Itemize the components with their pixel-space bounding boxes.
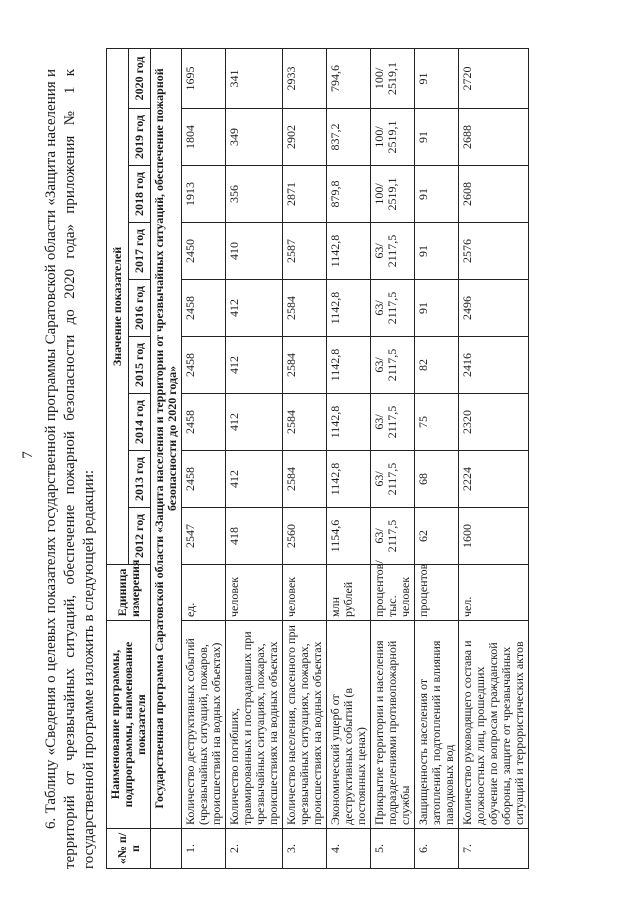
row-value: 2458 [182,451,226,508]
row-value: 2933 [283,48,327,108]
header-year: 2018 год [129,166,151,223]
program-title: Государственная программа Саратовской области «Защита населения и территории от чрезвычайных ситуаций, обеспечение пожарной безопасности до 2020 года» [151,48,182,828]
row-value: 2458 [182,394,226,451]
row-value: 62 [415,508,459,565]
row-value: 1142,8 [327,451,371,508]
row-name: Защищенность населения от затоплений, подтоплений и влияния паводковых вод [415,621,459,829]
row-value: 91 [415,280,459,337]
row-value: 349 [226,109,283,166]
table-row [415,48,459,868]
row-unit: человек [226,565,283,621]
row-name: Количество погибших, травмированных и пострадавших при чрезвычайных ситуациях, пожарах, происшествиях на водных объектах [226,621,283,829]
row-num: 1. [182,829,226,869]
row-value: 1142,8 [327,337,371,394]
row-num: 4. [327,829,371,869]
row-value: 1804 [182,109,226,166]
row-value: 2584 [283,451,327,508]
row-value: 1154,6 [327,508,371,565]
row-value: 412 [226,394,283,451]
header-year: 2019 год [129,109,151,166]
row-value: 794,6 [327,48,371,108]
row-value: 341 [226,48,283,108]
row-unit: млн рублей [327,565,371,621]
table-row [182,48,226,868]
row-value: 2496 [459,280,529,337]
row-value: 2547 [182,508,226,565]
row-value: 63/ 2117,5 [371,508,415,565]
row-value: 63/ 2117,5 [371,337,415,394]
table-row [371,48,415,868]
row-value: 63/ 2117,5 [371,280,415,337]
row-value: 100/ 2519,1 [371,48,415,108]
row-value: 63/ 2117,5 [371,394,415,451]
row-value: 100/ 2519,1 [371,166,415,223]
header-name: Наименование программы, подпрограммы, наименование показателя [107,621,151,829]
row-name: Экономический ущерб от деструктивных событий (в постоянных ценах) [327,621,371,829]
row-value: 1695 [182,48,226,108]
row-value: 91 [415,223,459,280]
header-year: 2013 год [129,451,151,508]
header-year: 2014 год [129,394,151,451]
row-name: Количество деструктивных событий (чрезвычайных ситуаций, пожаров, происшествий на водных объектах) [182,621,226,829]
table-row [283,48,327,868]
row-value: 418 [226,508,283,565]
row-unit: процентов [415,565,459,621]
row-value: 1142,8 [327,394,371,451]
row-value: 2871 [283,166,327,223]
header-year: 2012 год [129,508,151,565]
target-indicators-table [106,48,529,869]
row-value: 412 [226,280,283,337]
row-value: 412 [226,451,283,508]
row-value: 1142,8 [327,223,371,280]
row-value: 2720 [459,48,529,108]
intro-paragraph [42,69,99,869]
row-value: 2560 [283,508,327,565]
row-name: Количество руководящего состава и должностных лиц, прошедших обучение по вопросам гражданской обороны, защите от чрезвычайных ситуаций и террористических актов [459,621,529,829]
row-num: 6. [415,829,459,869]
row-value: 1600 [459,508,529,565]
row-value: 2458 [182,280,226,337]
header-values-group: Значение показателей [107,48,129,564]
row-value: 2584 [283,280,327,337]
table-header-row [107,48,129,868]
row-value: 75 [415,394,459,451]
row-value: 356 [226,166,283,223]
row-value: 2576 [459,223,529,280]
table-row [226,48,283,868]
program-row [151,48,182,868]
row-value: 412 [226,337,283,394]
row-num: 3. [283,829,327,869]
row-value: 2584 [283,394,327,451]
row-value: 2416 [459,337,529,394]
row-value: 2458 [182,337,226,394]
header-year: 2020 год [129,48,151,108]
row-num: 5. [371,829,415,869]
row-num: 7. [459,829,529,869]
row-value: 2584 [283,337,327,394]
row-value: 2608 [459,166,529,223]
row-value: 2224 [459,451,529,508]
row-unit: чел. [459,565,529,621]
header-year: 2016 год [129,280,151,337]
row-value: 63/ 2117,5 [371,223,415,280]
row-name: Прикрытие территории и населения подразделениями противопожарной службы [371,621,415,829]
row-value: 2688 [459,109,529,166]
row-value: 91 [415,48,459,108]
page-number: 7 [20,451,36,459]
row-value: 2902 [283,109,327,166]
row-value: 91 [415,109,459,166]
row-unit: процентов/ тыс. человек [371,565,415,621]
table-row [327,48,371,868]
row-value: 2320 [459,394,529,451]
intro-text: 6. Таблицу «Сведения о целевых показателях государственной программы Саратовской области «Защита населения и территорий от чрезвычайных ситуаций, обеспечение пожарной безопасности до 2020 года» приложения № 1 к государственной программе изложить в следующей редакции: [43,69,97,869]
row-value: 82 [415,337,459,394]
row-value: 410 [226,223,283,280]
row-num: 2. [226,829,283,869]
row-value: 91 [415,166,459,223]
row-value: 2450 [182,223,226,280]
row-value: 63/ 2117,5 [371,451,415,508]
row-value: 1142,8 [327,280,371,337]
header-unit: Единица измерения [107,565,151,621]
row-value: 879,8 [327,166,371,223]
row-value: 2587 [283,223,327,280]
header-year: 2015 год [129,337,151,394]
header-num: «№ п/п [107,829,151,869]
row-unit: ед. [182,565,226,621]
row-value: 68 [415,451,459,508]
table-row [459,48,529,868]
header-year: 2017 год [129,223,151,280]
row-name: Количество населения, спасенного при чрезвычайных ситуациях, пожарах, происшествиях на водных объектах [283,621,327,829]
row-value: 837,2 [327,109,371,166]
row-value: 100/ 2519,1 [371,109,415,166]
row-unit: человек [283,565,327,621]
row-value: 1913 [182,166,226,223]
